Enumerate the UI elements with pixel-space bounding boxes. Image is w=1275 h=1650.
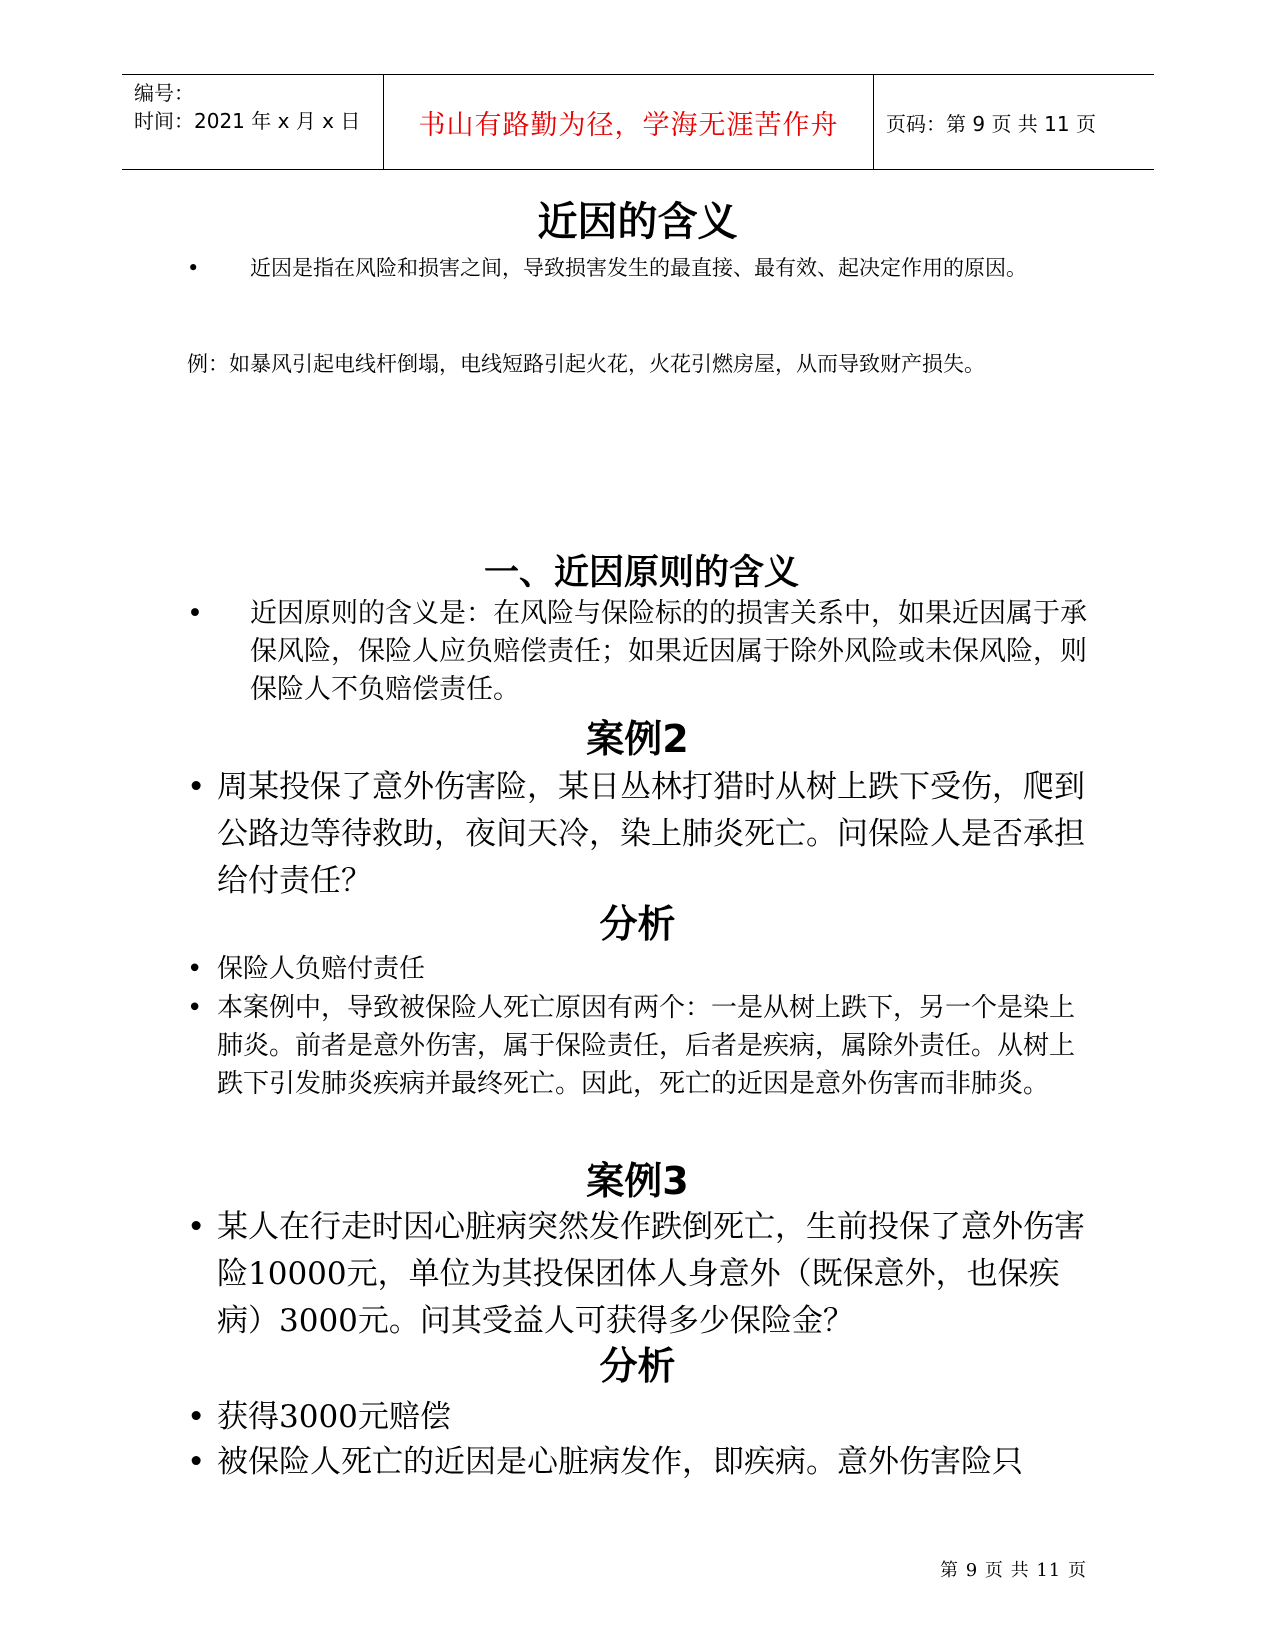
bullet-icon: • — [187, 598, 203, 629]
analysis-2-item-2-text: 本案例中，导致被保险人死亡原因有两个：一是从树上跌下，另一个是染上肺炎。前者是意外伤害，属于保险责任，后者是疾病，属除外责任。从树上跌下引发肺炎疾病并最终死亡。因此，死亡的近因是意外伤害而非肺炎。 — [217, 993, 1076, 1099]
case-2-paragraph — [187, 764, 1087, 905]
header-meta-cell — [122, 75, 384, 169]
analysis-2-title: 分析 — [599, 902, 676, 946]
example-paragraph — [187, 348, 1077, 381]
definition-text: 近因是指在风险和损害之间，导致损害发生的最直接、最有效、起决定作用的原因。 — [250, 256, 1027, 280]
analysis-2-item-2 — [187, 989, 1087, 1103]
analysis-3-title: 分析 — [599, 1344, 676, 1388]
analysis-3-item-1-text: 获得3000元赔偿 — [217, 1399, 451, 1435]
bullet-icon: • — [187, 954, 203, 984]
case-2-title: 案例2 — [586, 717, 689, 761]
document-number-label: 编号： — [134, 81, 194, 105]
case-3-title: 案例3 — [586, 1159, 689, 1203]
header-motto: 书山有路勤为径，学海无涯苦作舟 — [418, 109, 839, 141]
bullet-icon: • — [187, 1209, 206, 1245]
analysis-3-item-2 — [187, 1440, 1087, 1484]
principle-paragraph — [187, 595, 1087, 709]
header-page-info: 页码：第 9 页 共 11 页 — [886, 111, 1096, 136]
bullet-icon: • — [187, 1399, 206, 1435]
bullet-icon: • — [187, 993, 203, 1023]
example-text: 例：如暴风引起电线杆倒塌，电线短路引起火花，火花引燃房屋，从而导致财产损失。 — [187, 352, 985, 376]
page-footer: 第 9 页 共 11 页 — [940, 1560, 1087, 1581]
case-3-text: 某人在行走时因心脏病突然发作跌倒死亡，生前投保了意外伤害险10000元，单位为其投保团体人身意外（既保意外，也保疾病）3000元。问其受益人可获得多少保险金？ — [217, 1209, 1085, 1339]
bullet-icon: • — [187, 1444, 206, 1480]
definition-paragraph — [187, 252, 1077, 285]
analysis-2-item-1 — [187, 951, 1087, 987]
analysis-3-item-2-text: 被保险人死亡的近因是心脏病发作，即疾病。意外伤害险只 — [217, 1444, 1023, 1480]
section-title-principle: 一、近因原则的含义 — [483, 553, 799, 593]
analysis-3-item-1 — [187, 1395, 1087, 1439]
case-3-paragraph — [187, 1204, 1087, 1345]
header-page-cell — [874, 75, 1154, 169]
bullet-icon: • — [187, 769, 206, 805]
section-title-proximate-cause: 近因的含义 — [537, 199, 738, 245]
case-2-text: 周某投保了意外伤害险，某日丛林打猎时从树上跌下受伤，爬到公路边等待救助，夜间天冷，染上肺炎死亡。问保险人是否承担给付责任？ — [217, 769, 1085, 899]
header-motto-cell — [384, 75, 874, 169]
analysis-2-item-1-text: 保险人负赔付责任 — [217, 954, 426, 984]
document-header — [122, 74, 1154, 170]
bullet-icon: • — [187, 256, 200, 280]
document-time-label: 时间：2021 年 x 月 x 日 — [134, 109, 361, 133]
principle-text: 近因原则的含义是：在风险与保险标的的损害关系中，如果近因属于承保风险，保险人应负赔偿责任；如果近因属于除外风险或未保风险，则保险人不负赔偿责任。 — [250, 598, 1087, 705]
